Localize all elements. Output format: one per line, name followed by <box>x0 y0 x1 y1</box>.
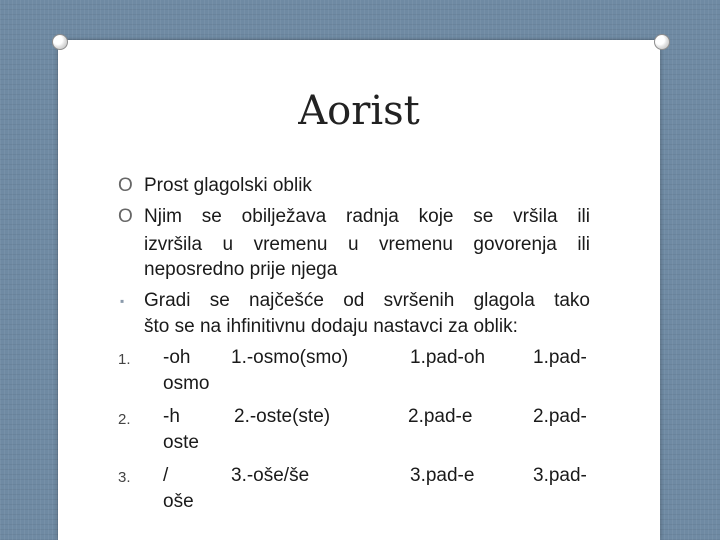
bullet-text: neposredno prije njega <box>144 259 338 280</box>
bullet-text: izvršila u vremenu u vremenu govorenja ili <box>144 234 590 255</box>
pushpin-icon <box>52 34 68 50</box>
bullet-text: što se na ihfinitivnu dodaju nastavci za oblik: <box>144 316 518 337</box>
slide-title: Aorist <box>298 88 420 134</box>
bullet-text: Prost glagolski oblik <box>144 175 312 196</box>
bullet-text: Njim se obilježava radnja koje se vršila ili <box>144 206 590 227</box>
list-cell: -oh <box>163 347 191 368</box>
list-cell: 1.pad-oh <box>410 347 486 368</box>
bullet-marker: O <box>118 206 133 227</box>
list-cell: osmo <box>163 373 210 394</box>
bullet-marker: ▪ <box>120 294 125 308</box>
list-cell: 2.pad- <box>533 406 587 427</box>
list-cell: oše <box>163 491 194 512</box>
list-cell: 2.pad-e <box>408 406 473 427</box>
list-cell: 1.-osmo(smo) <box>231 347 349 368</box>
list-number: 2. <box>118 411 131 428</box>
list-cell: 2.-oste(ste) <box>234 406 331 427</box>
bullet-text: Gradi se najčešće od svršenih glagola tako <box>144 290 590 311</box>
pushpin-icon <box>654 34 670 50</box>
list-cell: / <box>163 465 169 486</box>
list-cell: 1.pad- <box>533 347 587 368</box>
list-cell: 3.pad-e <box>410 465 475 486</box>
list-cell: oste <box>163 432 199 453</box>
list-number: 1. <box>118 351 131 368</box>
bullet-marker: O <box>118 175 133 196</box>
list-cell: 3.pad- <box>533 465 587 486</box>
list-cell: -h <box>163 406 180 427</box>
list-number: 3. <box>118 469 131 486</box>
list-cell: 3.-oše/še <box>231 465 310 486</box>
